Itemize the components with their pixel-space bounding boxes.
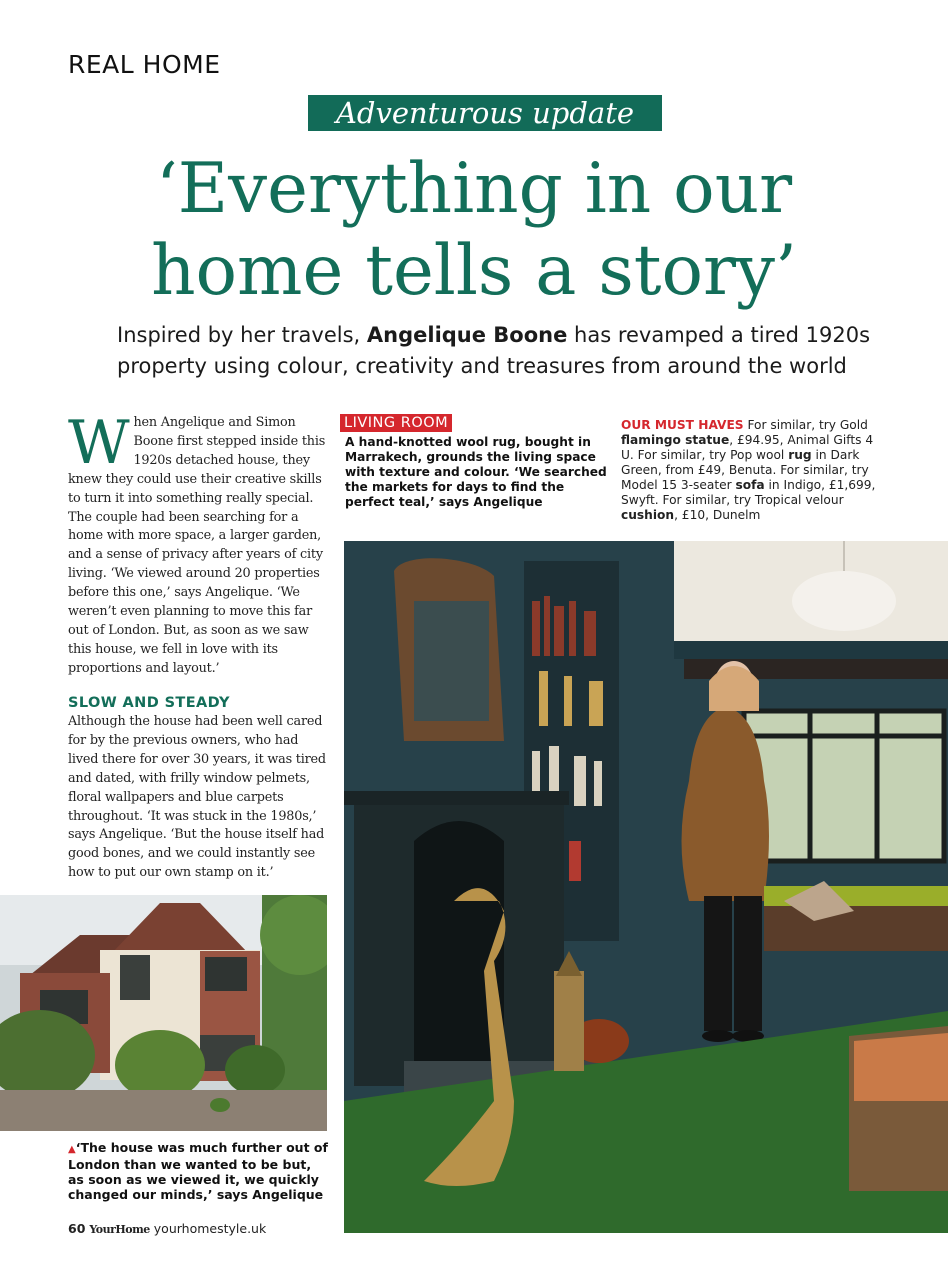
house-caption: [68, 1140, 328, 1202]
subheading: SLOW AND STEADY: [68, 695, 230, 711]
standfirst: [117, 320, 877, 382]
product-rug: rug: [788, 448, 812, 462]
section-label: REAL HOME: [68, 50, 221, 79]
must-haves-label: OUR MUST HAVES: [621, 418, 744, 432]
product-sofa: sofa: [735, 478, 765, 492]
must-haves-text: For similar, try Gold: [743, 418, 868, 432]
headline-line-2: home tells a story’: [151, 231, 797, 311]
headline: [60, 148, 888, 312]
website-url: yourhomestyle.uk: [153, 1221, 267, 1236]
must-haves-box: [621, 418, 886, 523]
room-tag: LIVING ROOM: [340, 414, 452, 432]
house-caption-text: ‘The house was much further out of London than we wanted to be but, as soon as we viewed it, we quickly changed our minds,’ says Angelique: [68, 1140, 328, 1202]
kicker-banner: Adventurous update: [308, 95, 662, 131]
standfirst-before: Inspired by her travels,: [117, 323, 367, 347]
page-footer: [68, 1221, 266, 1236]
must-haves-text: in Dark Green, from £49, Benuta. For similar, try Model 15 3-seater: [621, 448, 869, 492]
product-cushion: cushion: [621, 508, 675, 522]
must-haves-text: in Indigo, £1,699, Swyft. For similar, try Tropical velour: [621, 478, 876, 507]
standfirst-name: Angelique Boone: [366, 323, 568, 347]
caption-triangle-icon: ▲: [68, 1144, 76, 1155]
house-exterior-photo: [0, 895, 327, 1131]
must-haves-text: , £94.95, Animal Gifts 4 U. For similar, try Pop wool: [621, 433, 874, 462]
drop-cap: W: [68, 408, 130, 478]
product-flamingo: flamingo statue: [621, 433, 730, 447]
living-room-caption: A hand-knotted wool rug, bought in Marrakech, grounds the living space with texture and colour. ‘We searched the markets for days to find the perfect teal,’ says Angelique: [345, 435, 607, 509]
magazine-brand: YourHome: [89, 1223, 150, 1236]
body-paragraph-1-text: hen Angelique and Simon Boone first stepped inside this 1920s detached house, they knew they could use their creative skills to turn it into something really special. The couple had been searching for a home with more space, a larger garden, and a sense of privacy after years of city living. ‘We viewed around 20 properties before this one,’ says Angelique. ‘We weren’t even planning to move this far out of London. But, as soon as we saw this house, we fell in love with its proportions and layout.’: [68, 415, 326, 676]
standfirst-after: has revamped a tired 1920s property using colour, creativity and treasures from around the world: [117, 323, 871, 378]
body-paragraph-2: Although the house had been well cared for by the previous owners, who had lived there for over 30 years, it was tired and dated, with frilly window pelmets, floral wallpapers and blue carpets throughout. ‘It was stuck in the 1980s,’ says Angelique. ‘But the house itself had good bones, and we could instantly see how to put our own stamp on it.’: [68, 714, 326, 881]
body-paragraph-1: [68, 408, 326, 679]
must-haves-text: , £10, Dunelm: [674, 508, 761, 522]
living-room-photo: [344, 541, 948, 1233]
page-number: 60: [68, 1221, 86, 1236]
headline-line-1: ‘Everything in our: [155, 149, 793, 229]
